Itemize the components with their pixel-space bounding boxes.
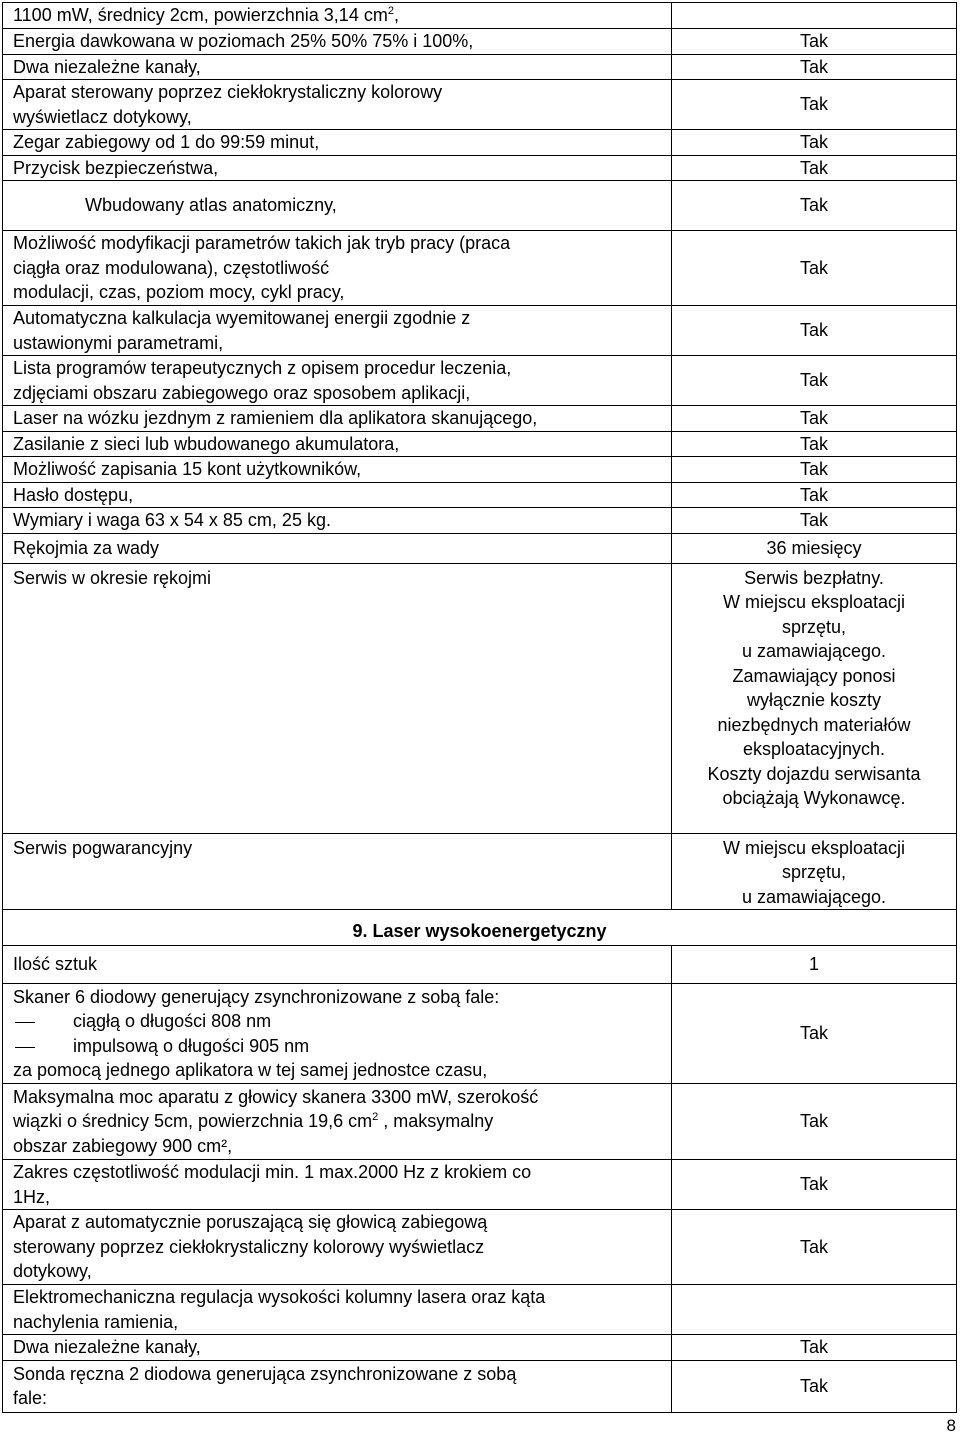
requirement-cell bbox=[3, 3, 672, 29]
table-row bbox=[3, 984, 957, 1084]
requirement-cell bbox=[3, 130, 672, 156]
requirement-line bbox=[13, 432, 667, 457]
compliance-value: Tak bbox=[799, 195, 828, 216]
requirement-line bbox=[13, 1134, 667, 1159]
requirement-text: , bbox=[393, 5, 399, 26]
requirement-cell bbox=[3, 1360, 672, 1412]
compliance-value: Serwis bezpłatny. bbox=[744, 567, 884, 588]
requirement-text: Wymiary i waga 63 x 54 x 85 cm, 25 kg. bbox=[13, 510, 331, 530]
table-row bbox=[3, 181, 957, 231]
compliance-cell bbox=[672, 533, 957, 563]
spec-table-body-a bbox=[3, 3, 957, 910]
compliance-value: Tak bbox=[799, 370, 828, 391]
requirement-cell bbox=[3, 457, 672, 483]
requirement-line bbox=[13, 483, 667, 508]
requirement-line bbox=[13, 1386, 667, 1411]
superscript: 2 bbox=[387, 5, 394, 18]
compliance-cell bbox=[672, 457, 957, 483]
section-header-body bbox=[3, 910, 957, 946]
table-row bbox=[3, 155, 957, 181]
compliance-value: Tak bbox=[799, 132, 828, 152]
compliance-value: Tak bbox=[799, 510, 828, 530]
requirement-text: , maksymalny bbox=[378, 1111, 494, 1132]
compliance-value: eksploatacyjnych. bbox=[742, 739, 886, 759]
compliance-cell bbox=[672, 356, 957, 406]
requirement-text: wiązki o średnicy 5cm, powierzchnia 19,6 cm bbox=[13, 1111, 373, 1132]
table-row bbox=[3, 1335, 957, 1361]
requirement-text: ustawionymi parametrami, bbox=[13, 332, 224, 353]
compliance-value: sprzętu, bbox=[781, 862, 847, 882]
page-number: 8 bbox=[946, 1416, 956, 1435]
requirement-text: Lista programów terapeutycznych z opisem procedur leczenia, bbox=[13, 358, 512, 378]
compliance-value: Tak bbox=[799, 1375, 828, 1396]
requirement-cell bbox=[3, 80, 672, 130]
section-header-row bbox=[3, 910, 957, 946]
compliance-cell bbox=[672, 406, 957, 432]
requirement-line bbox=[13, 566, 667, 591]
compliance-value: Tak bbox=[799, 484, 828, 505]
requirement-line bbox=[13, 1009, 667, 1034]
requirement-line bbox=[13, 1335, 667, 1360]
compliance-value: Tak bbox=[799, 257, 828, 278]
requirement-text: Energia dawkowana w poziomach 25% 50% 75% i 100%, bbox=[13, 31, 474, 51]
compliance-value: niezbędnych materiałów bbox=[717, 714, 911, 735]
requirement-line bbox=[13, 1235, 667, 1260]
compliance-cell bbox=[672, 946, 957, 984]
requirement-text: nachylenia ramienia, bbox=[13, 1311, 179, 1332]
requirement-line bbox=[13, 3, 667, 28]
compliance-cell bbox=[672, 181, 957, 231]
requirement-cell bbox=[3, 306, 672, 356]
requirement-line bbox=[13, 985, 667, 1010]
compliance-value: obciążają Wykonawcę. bbox=[722, 788, 906, 808]
table-row bbox=[3, 231, 957, 306]
requirement-cell bbox=[3, 431, 672, 457]
requirement-line bbox=[13, 1362, 667, 1387]
compliance-value: Tak bbox=[799, 94, 828, 115]
requirement-line bbox=[13, 836, 667, 861]
requirement-line bbox=[13, 156, 667, 181]
table-row bbox=[3, 533, 957, 563]
table-row bbox=[3, 80, 957, 130]
requirement-line bbox=[13, 231, 667, 256]
compliance-cell bbox=[672, 3, 957, 29]
table-row bbox=[3, 306, 957, 356]
requirement-text: Automatyczna kalkulacja wyemitowanej energii zgodnie z bbox=[13, 308, 471, 328]
compliance-value: Tak bbox=[799, 1174, 828, 1195]
requirement-text: Zasilanie z sieci lub wbudowanego akumulatora, bbox=[13, 433, 400, 454]
requirement-text: obszar zabiegowy 900 cm², bbox=[13, 1135, 233, 1156]
compliance-cell bbox=[672, 482, 957, 508]
requirement-cell bbox=[3, 1084, 672, 1160]
requirement-text: dotykowy, bbox=[13, 1261, 92, 1282]
requirement-line bbox=[13, 130, 667, 155]
requirement-text: impulsową o długości 905 nm bbox=[73, 1035, 310, 1056]
requirement-text: 1Hz, bbox=[13, 1186, 51, 1207]
compliance-value: Tak bbox=[799, 1111, 828, 1132]
requirement-cell bbox=[3, 1335, 672, 1361]
requirement-line bbox=[13, 331, 667, 356]
compliance-value: Tak bbox=[799, 459, 828, 479]
requirement-line bbox=[13, 406, 667, 431]
requirement-text: Elektromechaniczna regulacja wysokości kolumny lasera oraz kąta bbox=[13, 1287, 546, 1307]
compliance-cell bbox=[672, 80, 957, 130]
compliance-cell bbox=[672, 563, 957, 833]
superscript: 2 bbox=[372, 1111, 379, 1124]
table-row bbox=[3, 946, 957, 984]
requirement-cell bbox=[3, 508, 672, 534]
requirement-line bbox=[13, 381, 667, 406]
table-row bbox=[3, 482, 957, 508]
requirement-text: Serwis pogwarancyjny bbox=[13, 837, 193, 858]
table-row bbox=[3, 431, 957, 457]
compliance-cell bbox=[672, 508, 957, 534]
requirement-cell bbox=[3, 231, 672, 306]
requirement-text: fale: bbox=[13, 1388, 48, 1408]
compliance-value: Tak bbox=[799, 433, 828, 454]
compliance-value: u zamawiającego. bbox=[741, 886, 887, 907]
requirement-text: Sonda ręczna 2 diodowa generująca zsynchronizowane z sobą bbox=[13, 1363, 517, 1384]
requirement-text: Dwa niezależne kanały, bbox=[13, 56, 201, 77]
requirement-text: ciągłą o długości 808 nm bbox=[73, 1011, 272, 1031]
compliance-cell bbox=[672, 1210, 957, 1285]
requirement-text: Dwa niezależne kanały, bbox=[13, 1337, 201, 1357]
compliance-value: Tak bbox=[799, 408, 828, 428]
requirement-line bbox=[13, 1109, 667, 1134]
requirement-text: Przycisk bezpieczeństwa, bbox=[13, 157, 219, 178]
requirement-text: 1100 mW, średnicy 2cm, powierzchnia 3,14 cm bbox=[13, 5, 388, 26]
requirement-line bbox=[13, 457, 667, 482]
requirement-line bbox=[13, 1085, 667, 1110]
compliance-value: Zamawiający ponosi bbox=[732, 665, 896, 686]
requirement-line bbox=[13, 1310, 667, 1335]
compliance-cell bbox=[672, 231, 957, 306]
table-row bbox=[3, 1160, 957, 1210]
requirement-text: sterowany poprzez ciekłokrystaliczny kolorowy wyświetlacz bbox=[13, 1236, 485, 1257]
requirement-text: Możliwość modyfikacji parametrów takich jak tryb pracy (praca bbox=[13, 233, 511, 254]
requirement-text: Wbudowany atlas anatomiczny, bbox=[85, 195, 337, 216]
requirement-text: wyświetlacz dotykowy, bbox=[13, 106, 192, 127]
compliance-value: wyłącznie koszty bbox=[746, 690, 882, 710]
requirement-cell bbox=[3, 54, 672, 80]
table-row bbox=[3, 457, 957, 483]
table-row bbox=[3, 1084, 957, 1160]
requirement-text: Zegar zabiegowy od 1 do 99:59 minut, bbox=[13, 132, 320, 152]
table-row bbox=[3, 1210, 957, 1285]
requirement-line bbox=[13, 508, 667, 533]
requirement-line bbox=[13, 256, 667, 281]
compliance-cell bbox=[672, 833, 957, 910]
table-row bbox=[3, 563, 957, 833]
compliance-value: Tak bbox=[799, 157, 828, 178]
requirement-text: Laser na wózku jezdnym z ramieniem dla aplikatora skanującego, bbox=[13, 408, 538, 428]
compliance-cell bbox=[672, 1160, 957, 1210]
requirement-line bbox=[13, 80, 667, 105]
requirement-line bbox=[13, 356, 667, 381]
requirement-text: zdjęciami obszaru zabiegowego oraz sposobem aplikacji, bbox=[13, 382, 471, 403]
requirement-cell bbox=[3, 1210, 672, 1285]
requirement-line bbox=[13, 1160, 667, 1185]
requirement-cell bbox=[3, 406, 672, 432]
table-row bbox=[3, 3, 957, 29]
compliance-value: 1 bbox=[808, 954, 819, 975]
requirement-cell bbox=[3, 946, 672, 984]
table-row bbox=[3, 833, 957, 910]
requirement-line bbox=[13, 1185, 667, 1210]
spec-table-body-b bbox=[3, 946, 957, 1413]
section-header: 9. Laser wysokoenergetyczny bbox=[3, 910, 957, 946]
compliance-cell bbox=[672, 54, 957, 80]
compliance-value: Tak bbox=[799, 1023, 828, 1044]
requirement-text: ciągła oraz modulowana), częstotliwość bbox=[13, 257, 330, 278]
requirement-text: Zakres częstotliwość modulacji min. 1 max.2000 Hz z krokiem co bbox=[13, 1162, 532, 1182]
requirement-cell bbox=[3, 29, 672, 55]
requirement-line bbox=[13, 1034, 667, 1059]
requirement-cell bbox=[3, 833, 672, 910]
compliance-value: W miejscu eksploatacji bbox=[722, 837, 906, 858]
compliance-cell bbox=[672, 29, 957, 55]
requirement-line bbox=[13, 1210, 667, 1235]
compliance-value: Tak bbox=[799, 31, 828, 51]
compliance-value: sprzętu, bbox=[781, 616, 847, 637]
compliance-value: Koszty dojazdu serwisanta bbox=[707, 763, 921, 784]
table-row bbox=[3, 1360, 957, 1412]
requirement-line bbox=[13, 280, 667, 305]
table-row bbox=[3, 356, 957, 406]
table-row bbox=[3, 130, 957, 156]
requirement-line bbox=[13, 536, 667, 561]
compliance-cell bbox=[672, 1285, 957, 1335]
requirement-cell bbox=[3, 356, 672, 406]
table-row bbox=[3, 406, 957, 432]
requirement-text: Możliwość zapisania 15 kont użytkowników, bbox=[13, 459, 362, 479]
table-row bbox=[3, 1285, 957, 1335]
table-row bbox=[3, 508, 957, 534]
requirement-cell bbox=[3, 155, 672, 181]
requirement-line bbox=[13, 952, 667, 977]
table-row bbox=[3, 54, 957, 80]
requirement-line bbox=[13, 306, 667, 331]
requirement-cell bbox=[3, 984, 672, 1084]
compliance-cell bbox=[672, 306, 957, 356]
compliance-value: Tak bbox=[799, 56, 828, 77]
requirement-cell bbox=[3, 1285, 672, 1335]
requirement-line bbox=[13, 1285, 667, 1310]
requirement-cell bbox=[3, 181, 672, 231]
requirement-text: za pomocą jednego aplikatora w tej samej jednostce czasu, bbox=[13, 1060, 488, 1080]
requirement-line bbox=[13, 193, 667, 218]
compliance-value: W miejscu eksploatacji bbox=[722, 592, 906, 612]
requirement-cell bbox=[3, 563, 672, 833]
requirement-line bbox=[13, 55, 667, 80]
compliance-value: Tak bbox=[799, 1337, 828, 1357]
compliance-cell bbox=[672, 984, 957, 1084]
spec-table bbox=[2, 2, 957, 1413]
requirement-cell bbox=[3, 1160, 672, 1210]
requirement-line bbox=[13, 29, 667, 54]
requirement-line bbox=[13, 105, 667, 130]
requirement-text: Maksymalna moc aparatu z głowicy skanera 3300 mW, szerokość bbox=[13, 1086, 539, 1107]
requirement-text: Aparat sterowany poprzez ciekłokrystaliczny kolorowy bbox=[13, 82, 443, 102]
compliance-value: u zamawiającego. bbox=[741, 641, 887, 661]
compliance-cell bbox=[672, 1335, 957, 1361]
compliance-cell bbox=[672, 431, 957, 457]
compliance-value: Tak bbox=[799, 320, 828, 341]
requirement-text: Rękojmia za wady bbox=[13, 537, 160, 558]
requirement-text: modulacji, czas, poziom mocy, cykl pracy, bbox=[13, 282, 345, 303]
requirement-text: Skaner 6 diodowy generujący zsynchronizowane z sobą fale: bbox=[13, 986, 500, 1007]
requirement-text: Ilość sztuk bbox=[13, 954, 98, 975]
compliance-value: 36 miesięcy bbox=[766, 537, 862, 558]
compliance-cell bbox=[672, 155, 957, 181]
compliance-value: Tak bbox=[799, 1236, 828, 1257]
requirement-cell bbox=[3, 482, 672, 508]
requirement-line bbox=[13, 1259, 667, 1284]
requirement-cell bbox=[3, 533, 672, 563]
requirement-text: Serwis w okresie rękojmi bbox=[13, 567, 212, 588]
requirement-text: Hasło dostępu, bbox=[13, 484, 134, 505]
requirement-line bbox=[13, 1058, 667, 1083]
requirement-text: Aparat z automatycznie poruszającą się głowicą zabiegową bbox=[13, 1212, 488, 1233]
compliance-cell bbox=[672, 1360, 957, 1412]
compliance-cell bbox=[672, 130, 957, 156]
table-row bbox=[3, 29, 957, 55]
compliance-cell bbox=[672, 1084, 957, 1160]
